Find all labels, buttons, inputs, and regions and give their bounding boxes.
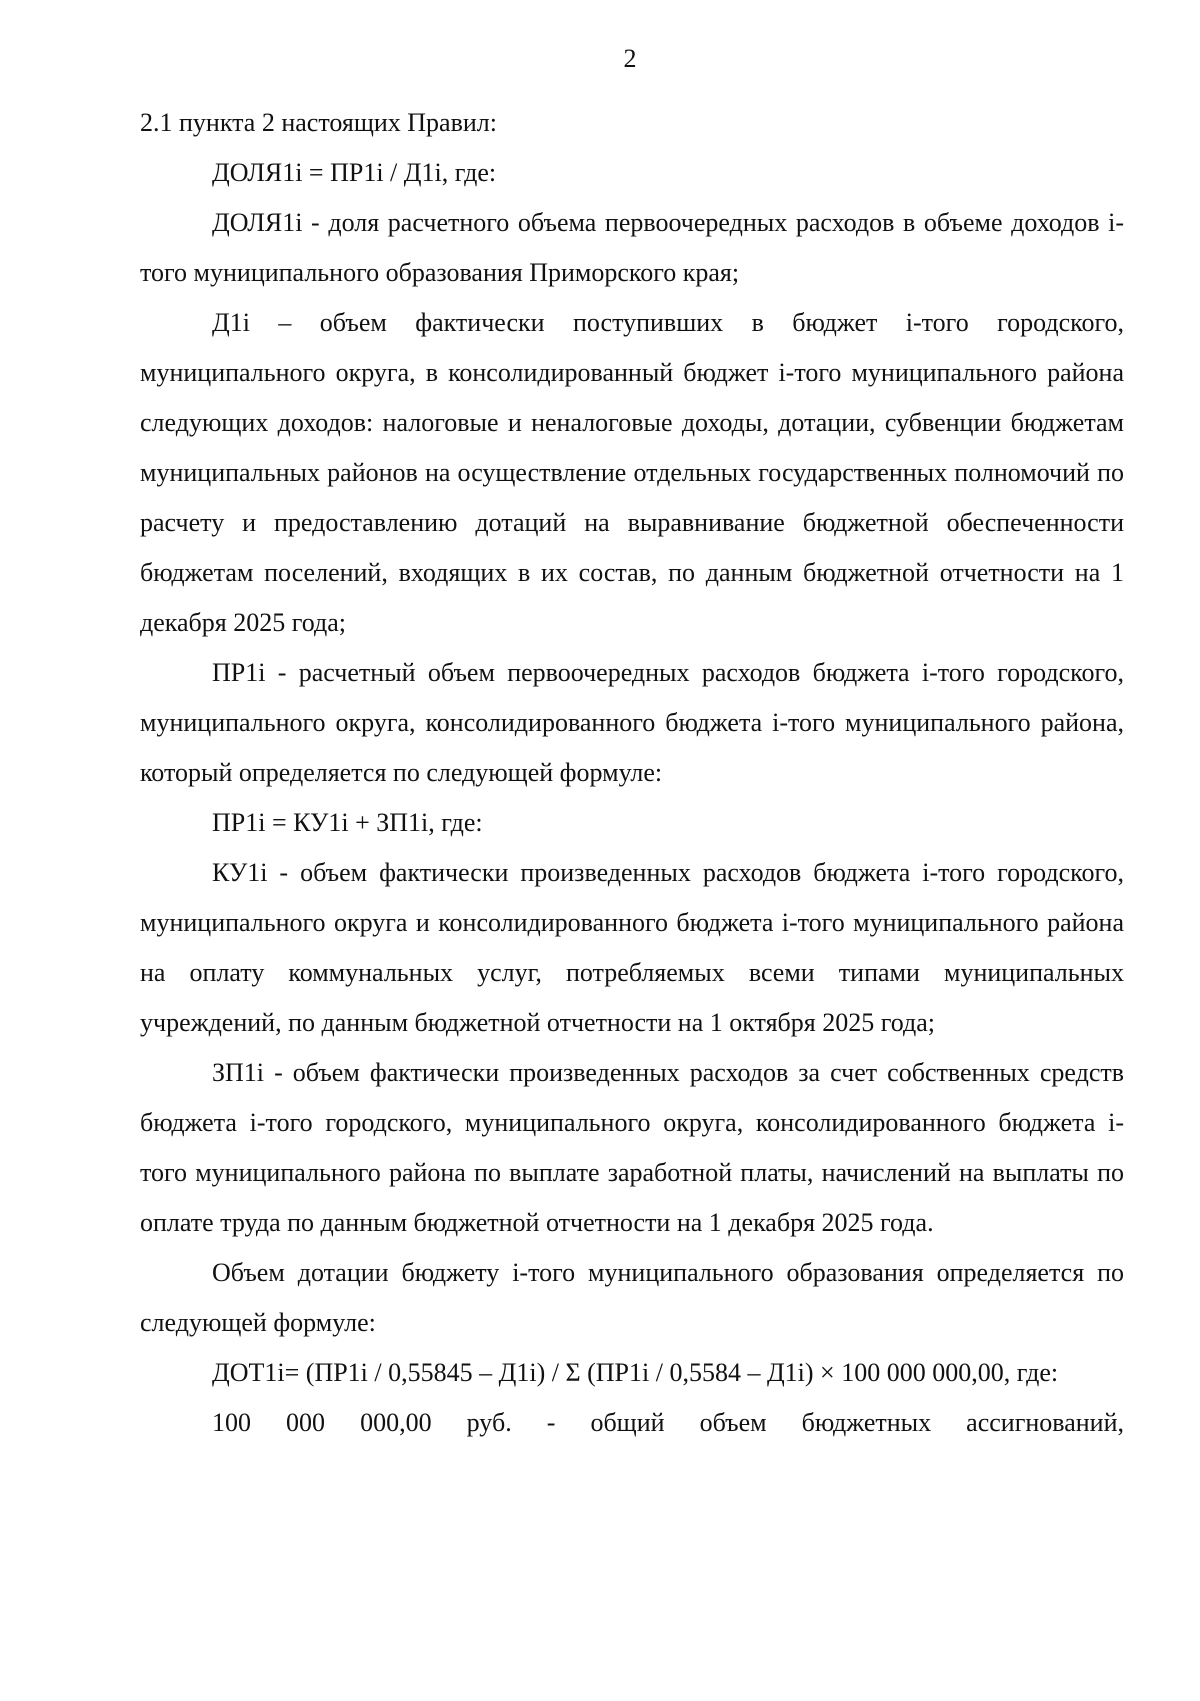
paragraph-subsidy-volume: Объем дотации бюджету i-того муниципального образования определяется по следующей формуле: bbox=[140, 1258, 1124, 1337]
page-number: 2 bbox=[623, 44, 637, 73]
formula-pr1i: ПР1i = КУ1i + ЗП1i, где: bbox=[212, 808, 483, 837]
definition-total-amount: 100 000 000,00 руб. - общий объем бюджетных ассигнований, bbox=[212, 1408, 1124, 1437]
definition-pr1i: ПР1i - расчетный объем первоочередных расходов бюджета i-того городского, муниципального округа, консолидированного бюджета i-того муниципального района, который определяется по следующей формуле: bbox=[140, 658, 1124, 787]
definition-dolya: ДОЛЯ1i - доля расчетного объема первоочередных расходов в объеме доходов i-того муниципального образования Приморского края; bbox=[140, 208, 1124, 287]
definition-d1i: Д1i – объем фактически поступивших в бюджет i-того городского, муниципального округа, в консолидированный бюджет i-того муниципального района следующих доходов: налоговые и неналоговые доходы, дотации, субвенции бюджетам муниципальных районов на осуществление отдельных государственных полномочий по расчету и предоставлению дотаций на выравнивание бюджетной обеспеченности бюджетам поселений, входящих в их состав, по данным бюджетной отчетности на 1 декабря 2025 года; bbox=[140, 308, 1124, 637]
formula-dolya: ДОЛЯ1i = ПР1i / Д1i, где: bbox=[212, 158, 497, 187]
document-body bbox=[140, 98, 1124, 1448]
paragraph-intro: 2.1 пункта 2 настоящих Правил: bbox=[140, 108, 497, 137]
definition-ku1i: КУ1i - объем фактически произведенных расходов бюджета i-того городского, муниципального округа и консолидированного бюджета i-того муниципального района на оплату коммунальных услуг, потребляемых всеми типами муниципальных учреждений, по данным бюджетной отчетности на 1 октября 2025 года; bbox=[140, 858, 1124, 1037]
formula-dot1i: ДОТ1i= (ПР1i / 0,55845 – Д1i) / Σ (ПР1i / 0,5584 – Д1i) × 100 000 000,00, где: bbox=[212, 1358, 1059, 1387]
definition-zp1i: ЗП1i - объем фактически произведенных расходов за счет собственных средств бюджета i-того городского, муниципального округа, консолидированного бюджета i-того муниципального района по выплате заработной платы, начислений на выплаты по оплате труда по данным бюджетной отчетности на 1 декабря 2025 года. bbox=[140, 1058, 1124, 1237]
